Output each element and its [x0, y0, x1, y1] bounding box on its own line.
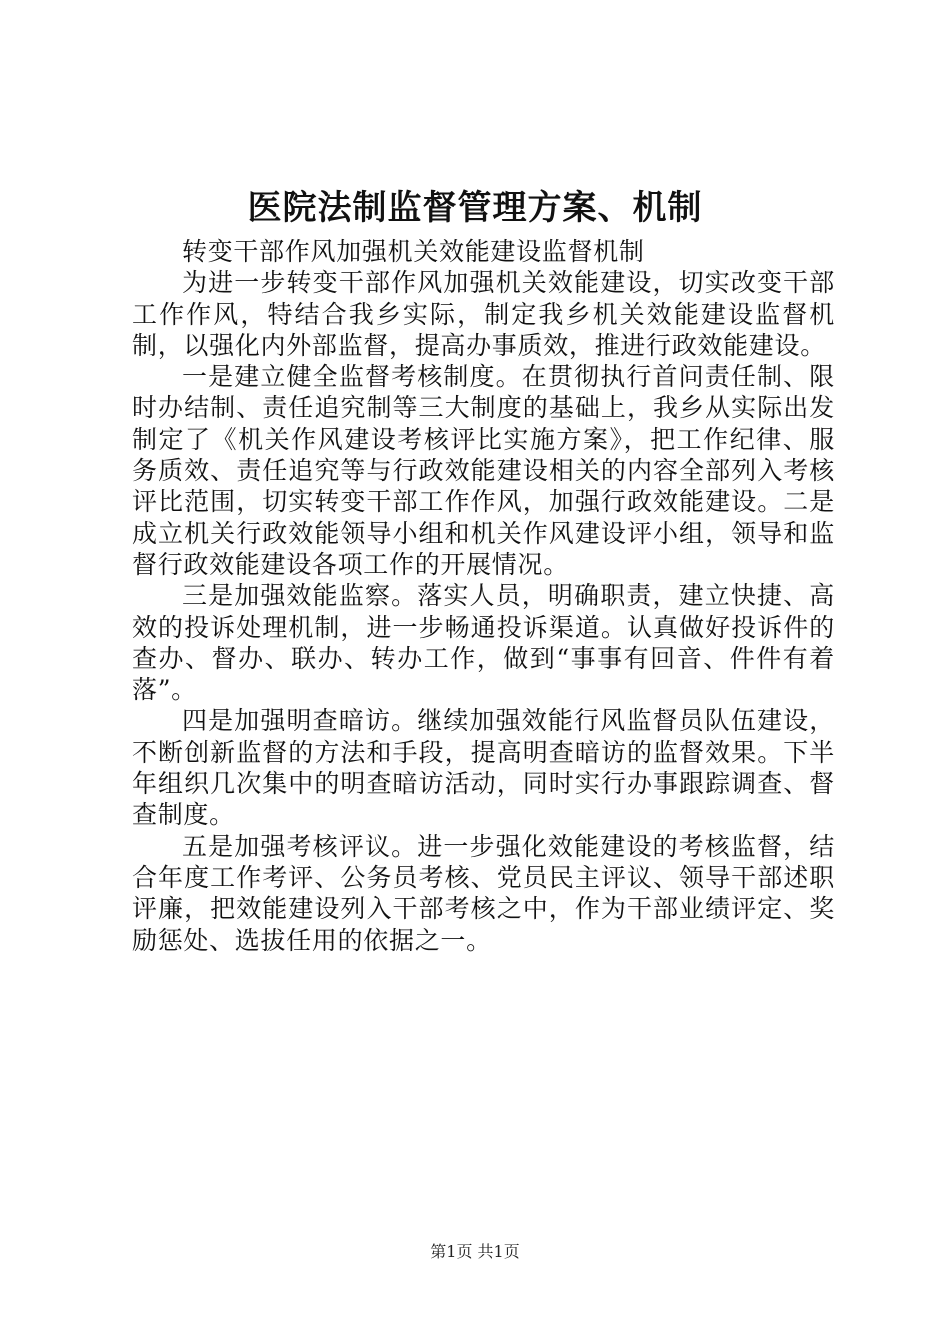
paragraph-open-and-secret-visits: 四是加强明查暗访。继续加强效能行风监督员队伍建设，不断创新监督的方法和手段，提高明查暗访的监督效果。下半年组织几次集中的明查暗访活动，同时实行办事跟踪调查、督查制度。: [132, 706, 835, 830]
section-heading: 转变干部作风加强机关效能建设监督机制: [182, 237, 645, 266]
document-body: [132, 236, 835, 956]
paragraph-supervision-system: 一是建立健全监督考核制度。在贯彻执行首问责任制、限时办结制、责任追究制等三大制度的基础上，我乡从实际出发制定了《机关作风建设考核评比实施方案》，把工作纪律、服务质效、责任追究等与行政效能建设相关的内容全部列入考核评比范围，切实转变干部工作作风，加强行政效能建设。二是成立机关行政效能领导小组和机关作风建设评小组，领导和监督行政效能建设各项工作的开展情况。: [132, 362, 835, 579]
document-title: 医院法制监督管理方案、机制: [247, 188, 703, 228]
paragraph-intro: 为进一步转变干部作风加强机关效能建设，切实改变干部工作作风，特结合我乡实际，制定我乡机关效能建设监督机制，以强化内外部监督，提高办事质效，推进行政效能建设。: [132, 268, 835, 360]
paragraph-efficiency-inspection: 三是加强效能监察。落实人员，明确职责，建立快捷、高效的投诉处理机制，进一步畅通投诉渠道。认真做好投诉件的查办、督办、联办、转办工作，做到“事事有回音、件件有着落”。: [132, 581, 835, 705]
paragraph-assessment-review: 五是加强考核评议。进一步强化效能建设的考核监督，结合年度工作考评、公务员考核、党员民主评议、领导干部述职评廉，把效能建设列入干部考核之中，作为干部业绩评定、奖励惩处、选拔任用的依据之一。: [132, 831, 835, 955]
page-number: 第1页 共1页: [430, 1242, 520, 1261]
